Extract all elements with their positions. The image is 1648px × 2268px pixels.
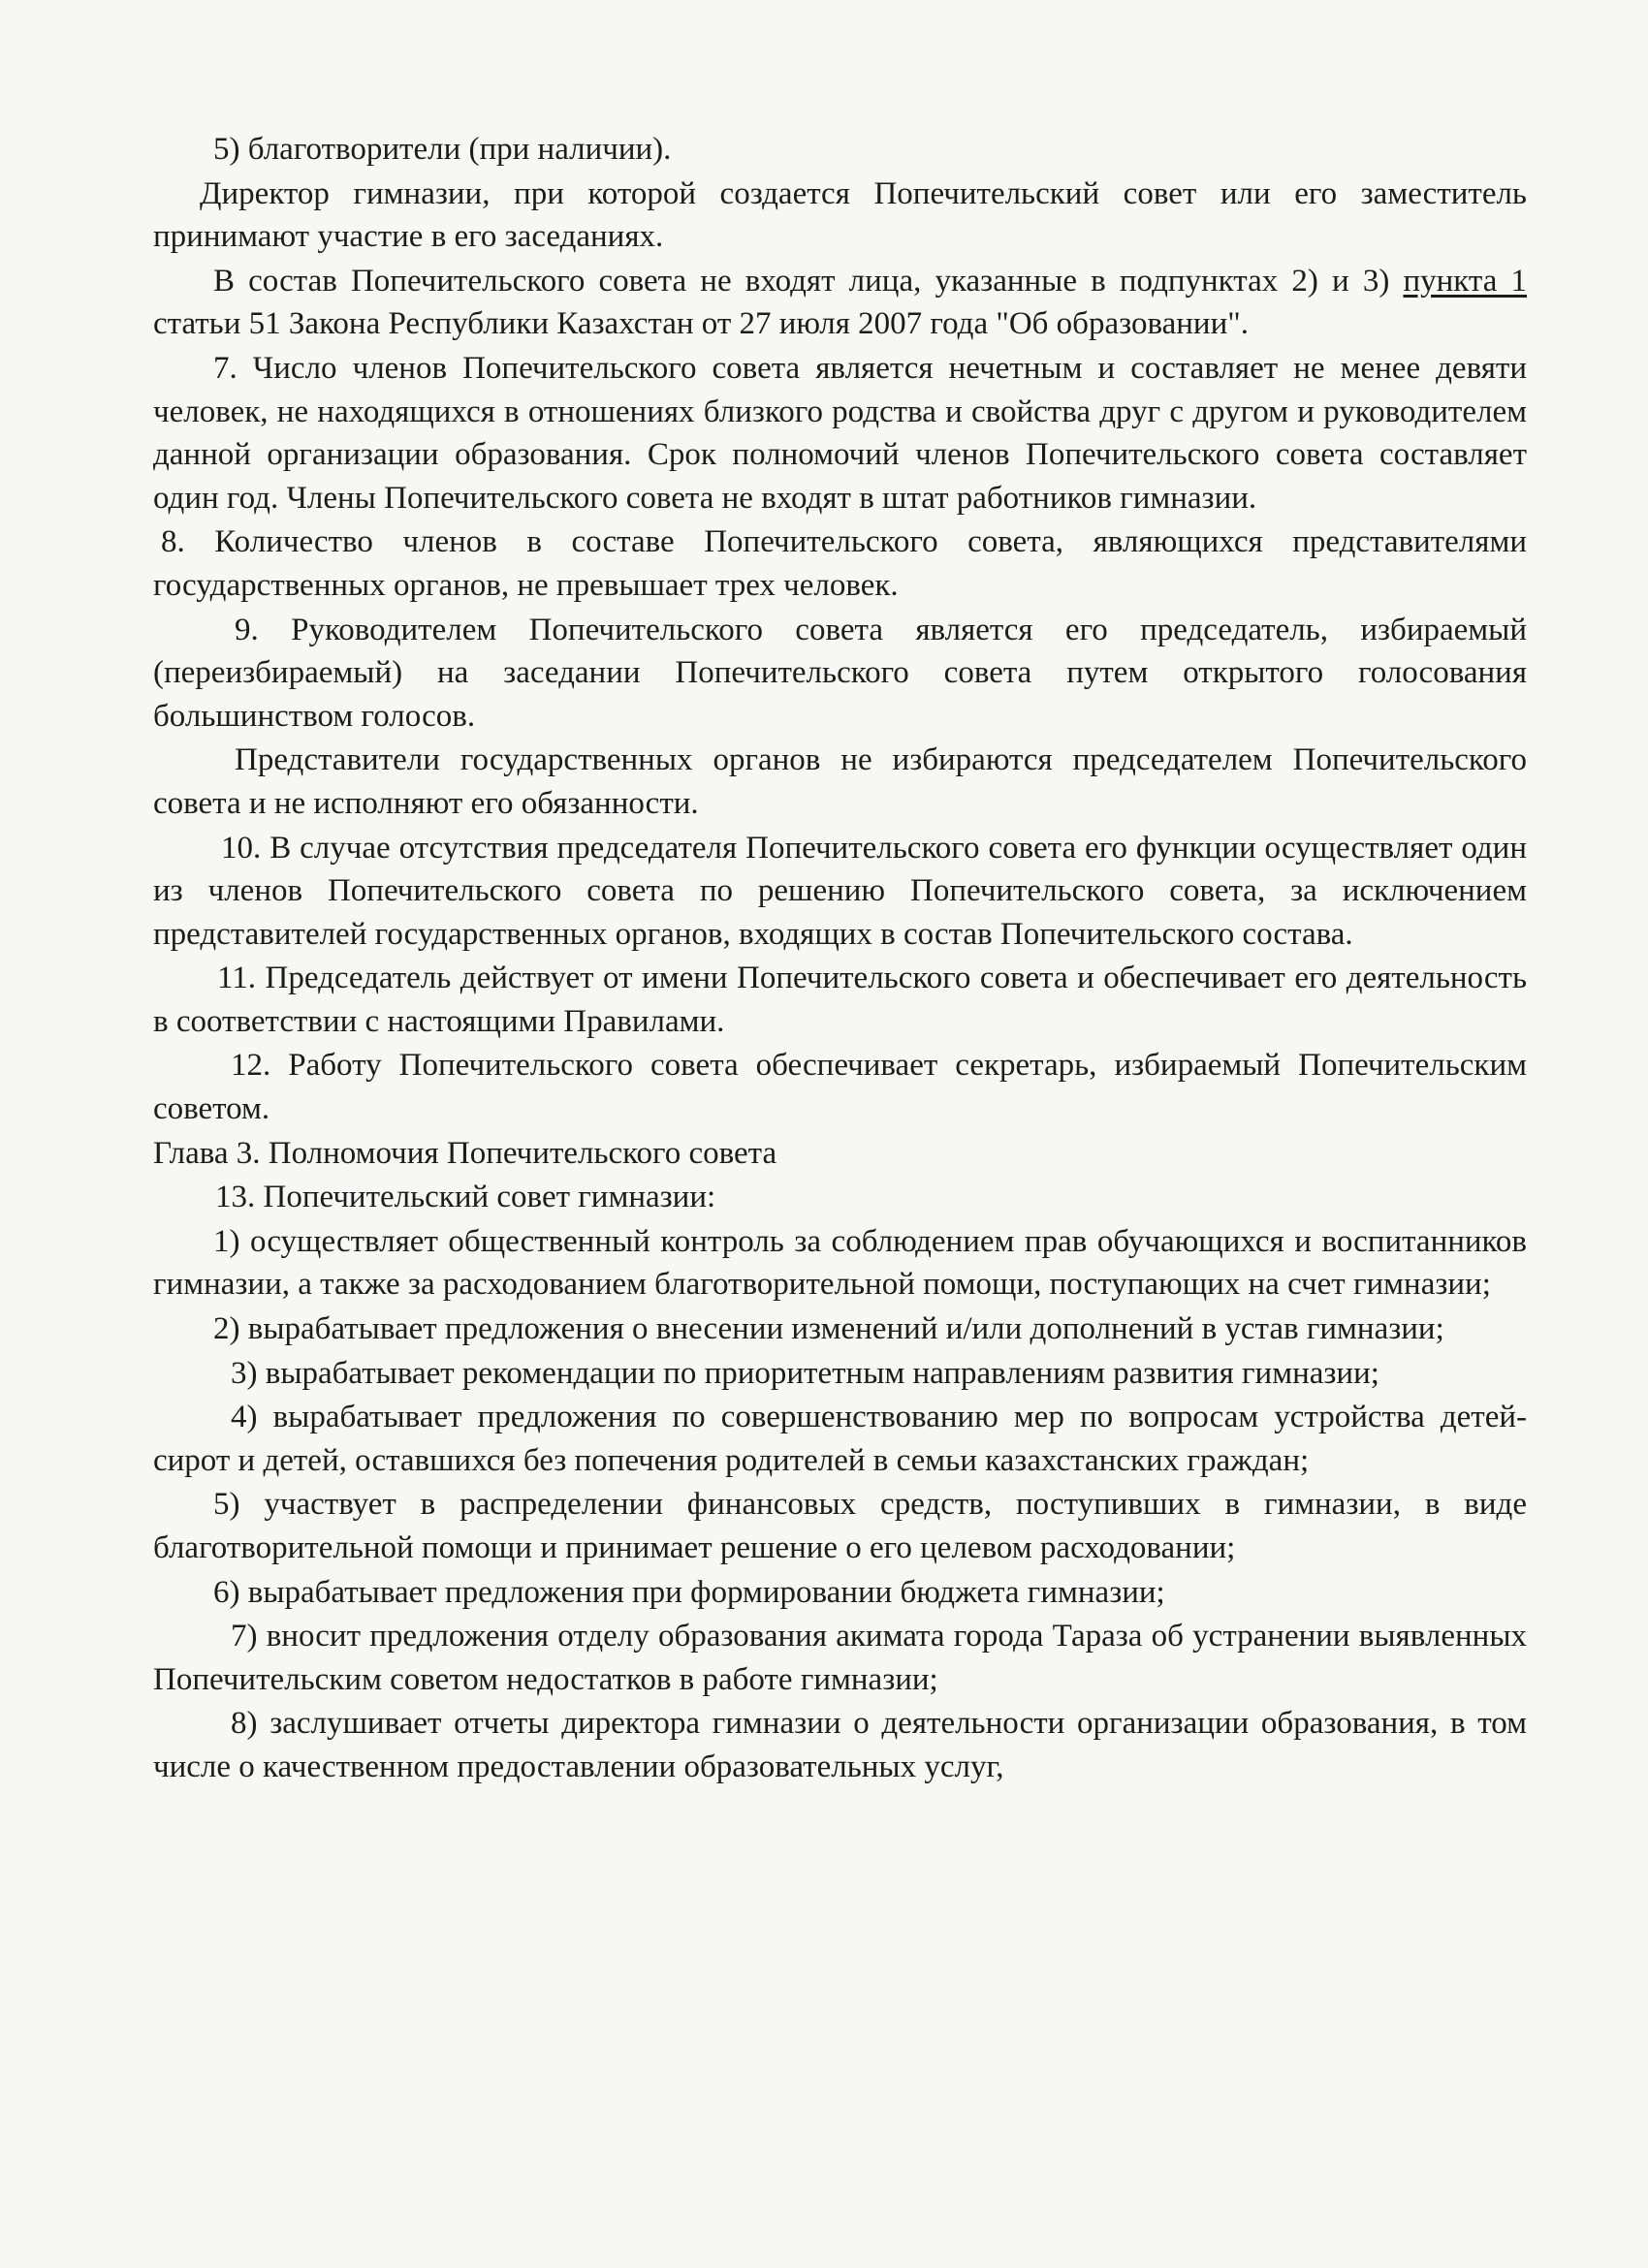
paragraph-p06: 9. Руководителем Попечительского совета является его председатель, избираемый (переизбираемый) на заседании Попечительского совета путем открытого голосования большинством голосов. bbox=[153, 612, 1527, 734]
paragraph-p09: 11. Председатель действует от имени Попечительского совета и обеспечивает его деятельность в соответствии с настоящими Правилами. bbox=[153, 961, 1527, 1039]
paragraph-p08: 10. В случае отсутствия председателя Попечительского совета его функции осуществляет один из членов Попечительского совета по решению Попечительского совета, за исключением представителей государственных органов, входящих в состав Попечительского состава. bbox=[153, 830, 1527, 952]
paragraph-p04: 7. Число членов Попечительского совета является нечетным и составляет не менее девяти человек, не находящихся в отношениях близкого родства и свойства друг с другом и руководителем данной организации образования. Срок полномочий членов Попечительского совета составляет один год. Члены Попечительского совета не входят в штат работников гимназии. bbox=[153, 350, 1527, 516]
paragraph-p19: 7) вносит предложения отделу образования акимата города Тараза об устранении выявленных Попечительским советом недостатков в работе гимназии; bbox=[153, 1619, 1527, 1697]
paragraph-p03 bbox=[153, 260, 1527, 346]
paragraph-p13: 1) осуществляет общественный контроль за соблюдением прав обучающихся и воспитанников гимназии, а также за расходованием благотворительной помощи, поступающих на счет гимназии; bbox=[153, 1223, 1527, 1303]
chapter-heading: Глава 3. Полномочия Попечительского совета bbox=[153, 1135, 777, 1171]
paragraph-p17: 5) участвует в распределении финансовых средств, поступивших в гимназии, в виде благотворительной помощи и принимает решение о его целевом расходовании; bbox=[153, 1487, 1527, 1565]
paragraph-p01: 5) благотворители (при наличии). bbox=[213, 132, 672, 167]
paragraph-text-before: В состав Попечительского совета не входят лица, указанные в подпунктах 2) и 3) bbox=[213, 263, 1404, 299]
paragraph-p14: 2) вырабатывает предложения о внесении изменений и/или дополнений в устав гимназии; bbox=[213, 1311, 1444, 1347]
paragraph-p12: 13. Попечительский совет гимназии: bbox=[215, 1180, 716, 1215]
paragraph-p05: 8. Количество членов в составе Попечительского совета, являющихся представителями государственных органов, не превышает трех человек. bbox=[153, 524, 1527, 603]
paragraph-p15: 3) вырабатывает рекомендации по приоритетным направлениям развития гимназии; bbox=[231, 1355, 1379, 1391]
paragraph-p10: 12. Работу Попечительского совета обеспечивает секретарь, избираемый Попечительским советом. bbox=[153, 1048, 1527, 1127]
paragraph-p07: Представители государственных органов не избираются председателем Попечительского совета и не исполняют его обязанности. bbox=[153, 742, 1527, 821]
paragraph-p02: Директор гимназии, при которой создается Попечительский совет или его заместитель принимают участие в его заседаниях. bbox=[153, 175, 1527, 255]
paragraph-text-after: статьи 51 Закона Республики Казахстан от 27 июля 2007 года "Об образовании". bbox=[153, 306, 1249, 342]
law-reference-link[interactable]: пункта 1 bbox=[1403, 263, 1528, 299]
paragraph-p16: 4) вырабатывает предложения по совершенствованию мер по вопросам устройства детей-сирот и детей, оставшихся без попечения родителей в семьи казахстанских граждан; bbox=[153, 1400, 1527, 1478]
paragraph-p20: 8) заслушивает отчеты директора гимназии о деятельности организации образования, в том числе о качественном предоставлении образовательных услуг, bbox=[153, 1706, 1527, 1784]
paragraph-p18: 6) вырабатывает предложения при формировании бюджета гимназии; bbox=[213, 1574, 1165, 1610]
